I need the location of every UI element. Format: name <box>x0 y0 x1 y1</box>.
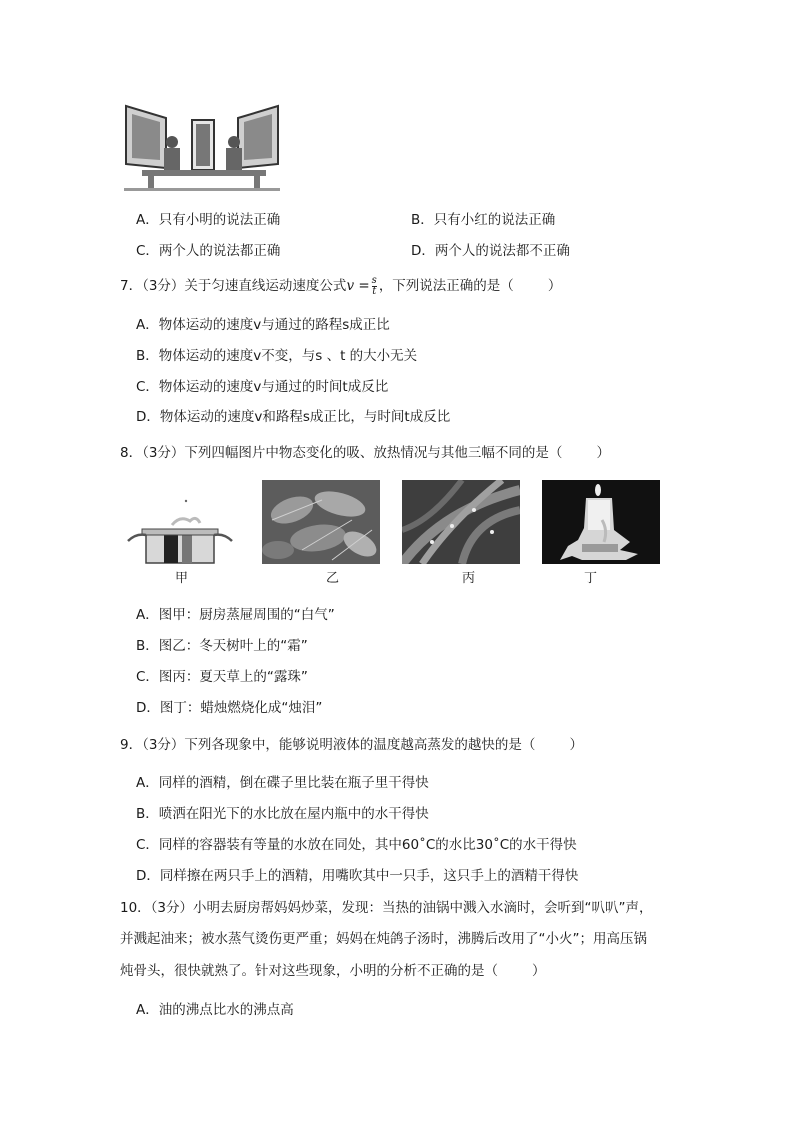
q7-option-a: A．物体运动的速度v与通过的路程s成正比 <box>136 317 390 333</box>
q7-frac-denominator: t <box>372 285 377 297</box>
q6-option-d: D．两个人的说法都不正确 <box>411 243 570 259</box>
q7-option-b: B．物体运动的速度v不变，与s 、t 的大小无关 <box>136 348 418 364</box>
q10-stem-line1: 10．（3分）小明去厨房帮妈妈炒菜，发现：当热的油锅中溅入水滴时，会听到“叭叭”声， <box>120 900 653 916</box>
q8-figure-jia <box>124 495 236 565</box>
q8-stem-text: 8．（3分）下列四幅图片中物态变化的吸、放热情况与其他三幅不同的是（ <box>120 445 563 461</box>
q8-caption-ding: 丁 <box>584 571 598 586</box>
q8-caption-jia: 甲 <box>175 571 189 586</box>
q6-option-c: C．两个人的说法都正确 <box>136 243 281 259</box>
q7-frac-numerator: s <box>371 274 377 286</box>
q6-figure <box>122 104 282 192</box>
q8-figure-yi <box>262 480 380 564</box>
q9-stem <box>120 733 583 753</box>
q7-stem-text-post: ，下列说法正确的是（ <box>378 278 514 294</box>
q8-figure-bing <box>402 480 520 564</box>
q8-option-a: A．图甲：厨房蒸屉周围的“白气” <box>136 607 335 623</box>
q9-stem-close: ） <box>569 737 583 753</box>
q8-caption-bing: 丙 <box>462 571 476 586</box>
q8-option-c: C．图丙：夏天草上的“露珠” <box>136 669 308 685</box>
q8-option-b: B．图乙：冬天树叶上的“霜” <box>136 638 308 654</box>
q7-option-d: D．物体运动的速度v和路程s成正比，与时间t成反比 <box>136 409 451 425</box>
q9-option-c: C．同样的容器装有等量的水放在同处，其中60˚C的水比30˚C的水干得快 <box>136 837 577 853</box>
q8-stem-close: ） <box>596 445 610 461</box>
q10-stem-text: 炖骨头，很快就熟了。针对这些现象，小明的分析不正确的是（ <box>120 963 498 979</box>
q7-option-c: C．物体运动的速度v与通过的时间t成反比 <box>136 379 389 395</box>
q10-stem-line2: 并溅起油来；被水蒸气烫伤更严重；妈妈在炖鸽子汤时，沸腾后改用了“小火”；用高压锅 <box>120 931 647 947</box>
q9-stem-text: 9．（3分）下列各现象中，能够说明液体的温度越高蒸发的越快的是（ <box>120 737 536 753</box>
q7-formula-lhs: v = <box>346 278 370 294</box>
q8-stem <box>120 441 610 461</box>
q10-stem-close: ） <box>532 963 546 979</box>
q6-option-a: A．只有小明的说法正确 <box>136 212 281 228</box>
q10-stem-line3 <box>120 959 546 979</box>
q8-option-d: D．图丁：蜡烛燃烧化成“烛泪” <box>136 700 323 716</box>
q10-option-a: A．油的沸点比水的沸点高 <box>136 1002 294 1018</box>
q8-figure-ding <box>542 480 660 564</box>
q7-stem-text: 7．（3分）关于匀速直线运动速度公式 <box>120 278 347 294</box>
q7-stem-close: ） <box>547 278 562 294</box>
q9-option-a: A．同样的酒精，倒在碟子里比装在瓶子里干得快 <box>136 775 429 791</box>
q7-formula-fraction <box>372 276 377 297</box>
q8-caption-yi: 乙 <box>326 571 340 586</box>
q7-stem <box>120 274 561 297</box>
q6-option-b: B．只有小红的说法正确 <box>411 212 556 228</box>
q9-option-d: D．同样擦在两只手上的酒精，用嘴吹其中一只手，这只手上的酒精干得快 <box>136 868 579 884</box>
q9-option-b: B．喷洒在阳光下的水比放在屋内瓶中的水干得快 <box>136 806 429 822</box>
